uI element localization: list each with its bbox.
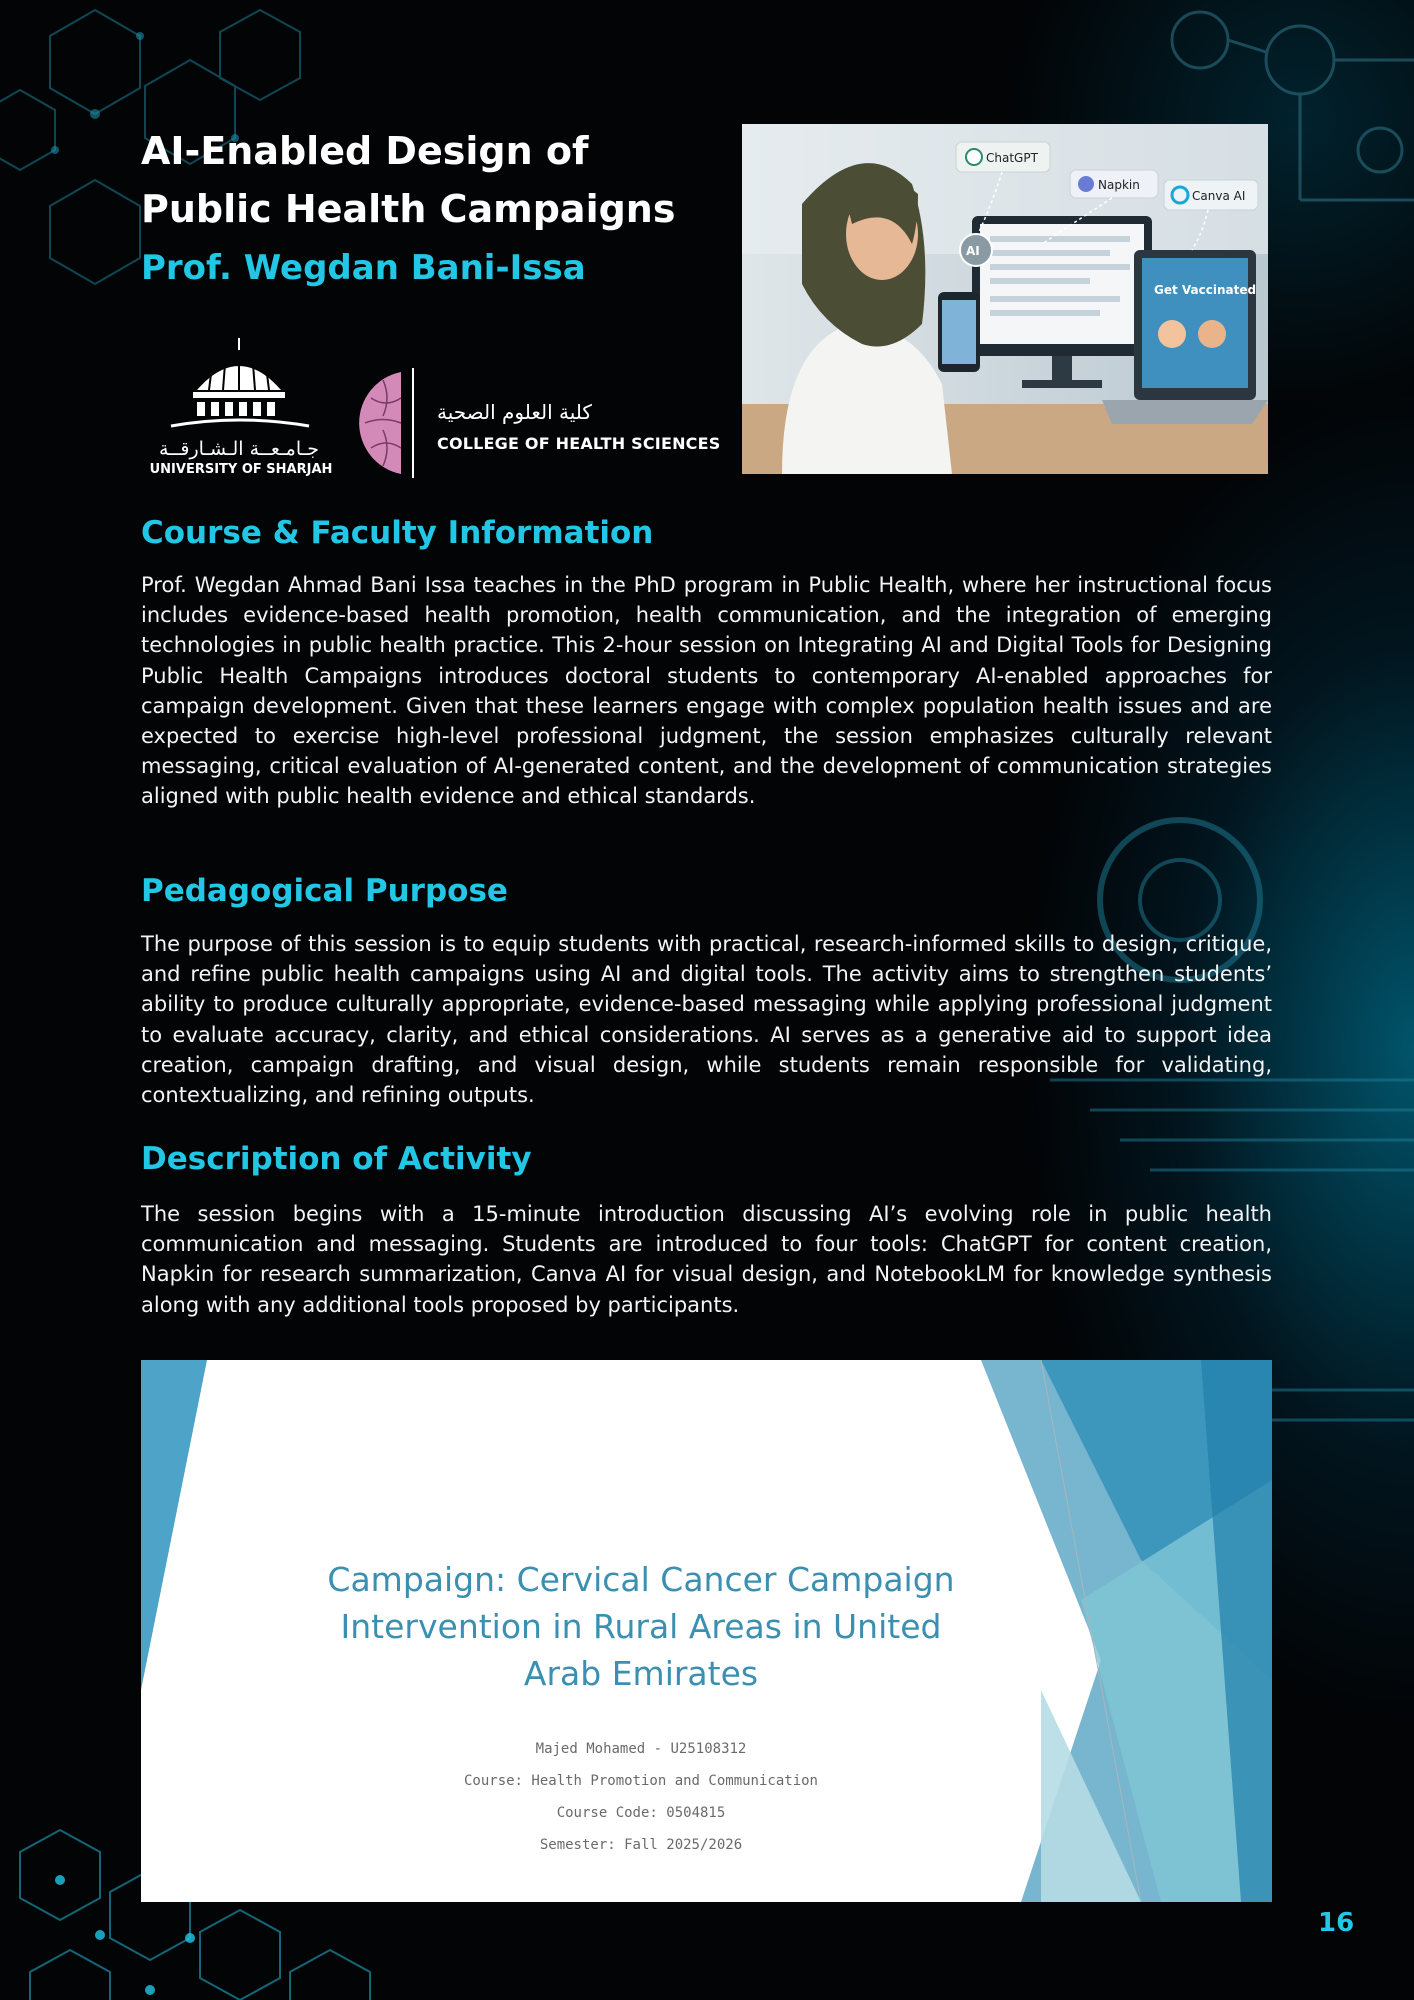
institution-logos [141,334,731,484]
university-name-english: UNIVERSITY OF SHARJAH [149,462,333,477]
university-name-arabic: جـامـعــة الـشـارقــة [159,438,319,460]
author-name: Prof. Wegdan Bani-Issa [141,248,586,288]
slide-title-line-2: Intervention in Rural Areas in United [340,1607,942,1646]
ai-badge-label: AI [966,244,980,258]
title-line-1: AI-Enabled Design of [141,129,589,173]
slide-semester-line: Semester: Fall 2025/2026 [539,1837,743,1853]
slide-title-line-1: Campaign: Cervical Cancer Campaign [327,1560,955,1599]
dome-icon [141,334,341,438]
campaign-slide-screenshot [141,1360,1272,1902]
section-heading-pedagogical-purpose: Pedagogical Purpose [141,873,508,909]
slide-course-code-line: Course Code: 0504815 [556,1805,726,1821]
napkin-label: Napkin [1098,178,1140,192]
document-title [141,122,721,238]
college-emblem-icon [351,368,421,478]
title-line-2: Public Health Campaigns [141,187,676,231]
section-body-course-faculty: Prof. Wegdan Ahmad Bani Issa teaches in the PhD program in Public Health, where her instructional focus includes evidence-based health promotion, health communication, and the integration of emerging technologies in public health practice. This 2-hour session on Integrating AI and Digital Tools for Designing Public Health Campaigns introduces doctoral students to contemporary AI-enabled approaches for campaign development. Given that these learners engage with complex population health issues and are expected to exercise high-level professional judgment, the session emphasizes culturally relevant messaging, critical evaluation of AI-generated content, and the development of communication strategies aligned with public health evidence and ethical standards. [141,573,1272,809]
university-of-sharjah-logo [141,334,341,484]
slide-title [291,1556,991,1697]
canva-ai-label: Canva AI [1192,189,1246,203]
ai-campaign-photo [742,124,1268,474]
college-name-arabic: كلية العلوم الصحية [437,400,592,424]
college-name-english: COLLEGE OF HEALTH SCIENCES [437,434,721,453]
section-body-pedagogical-purpose: The purpose of this session is to equip students with practical, research-informed skills to design, critique, and refine public health campaigns using AI and digital tools. The activity aims to strengthen students’ ability to produce culturally appropriate, evidence-based messaging while applying professional judgment to evaluate accuracy, clarity, and ethical considerations. AI serves as a generative aid to support idea creation, campaign drafting, and visual design, while students remain responsible for validating, contextualizing, and refining outputs. [141,932,1272,1108]
slide-details [391,1733,891,1861]
slide-course-line: Course: Health Promotion and Communication [463,1773,818,1789]
screen-banner-text: Get Vaccinated [1154,283,1257,297]
section-heading-course-faculty: Course & Faculty Information [141,515,654,551]
section-body-description: The session begins with a 15-minute introduction discussing AI’s evolving role in public health communication and messaging. Students are introduced to four tools: ChatGPT for content creation, Napkin for research summarization, Canva AI for visual design, and NotebookLM for knowledge synthesis along with any additional tools proposed by participants. [141,1202,1272,1317]
chatgpt-label: ChatGPT [986,151,1038,165]
section-heading-description: Description of Activity [141,1141,532,1177]
page-number: 16 [1318,1908,1355,1938]
slide-student-line: Majed Mohamed - U25108312 [535,1741,747,1757]
slide-title-line-3: Arab Emirates [523,1654,759,1693]
